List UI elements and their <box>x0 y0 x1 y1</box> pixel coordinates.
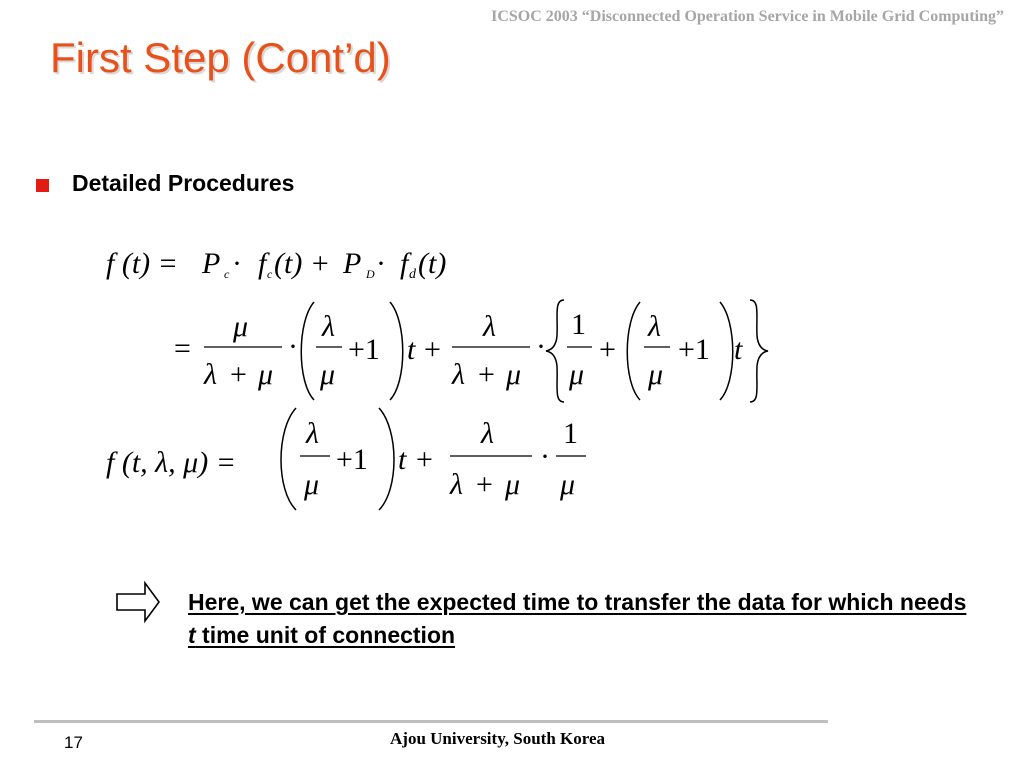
eq3-lhs: f (t, λ, μ) = <box>106 446 236 479</box>
eq2-f3-den-lambda: λ <box>452 358 465 391</box>
eq2-plus-2: + <box>599 333 616 366</box>
eq3-t: t <box>398 443 407 476</box>
eq1-lhs: f (t) = <box>106 247 178 280</box>
eq3-plus-one: +1 <box>336 443 368 476</box>
eq2-f1-num: μ <box>233 310 249 343</box>
eq2-dot-2: · <box>536 330 546 363</box>
eq1-sub-d: d <box>409 267 416 282</box>
footer-institution: Ajou University, South Korea <box>390 729 606 748</box>
equation-line-1 <box>106 247 446 282</box>
right-brace <box>750 300 768 402</box>
eq1-f-d: f <box>400 247 409 280</box>
right-arrow-icon <box>114 580 162 624</box>
eq3-dot: · <box>540 440 550 473</box>
note-variable-t: t <box>188 622 196 648</box>
eq3-f2-den-lambda: λ <box>450 468 463 501</box>
eq1-P-D: P <box>343 247 362 280</box>
left-paren <box>301 302 314 400</box>
left-paren <box>281 408 296 510</box>
equation-line-3 <box>106 408 586 510</box>
note-text-after: time unit of connection <box>195 622 456 648</box>
eq1-P-c: P <box>202 247 221 280</box>
eq1-arg-t2: (t) <box>418 247 447 280</box>
eq2-f1-den-mu: μ <box>258 358 274 391</box>
eq2-t-1: t <box>407 333 416 366</box>
eq3-plus: + <box>416 443 433 476</box>
eq2-f2-den: μ <box>320 358 336 391</box>
eq1-sub-c: c <box>224 267 230 281</box>
left-paren <box>627 302 640 400</box>
eq2-f3-num: λ <box>483 310 496 343</box>
eq1-sub-D: D <box>366 267 375 281</box>
eq2-f1-den-lambda: λ <box>204 358 217 391</box>
page-number: 17 <box>64 733 83 752</box>
conclusion-note <box>188 586 968 652</box>
right-paren <box>390 302 403 400</box>
eq1-f-c: f <box>258 247 267 280</box>
eq3-f3-den: μ <box>560 468 576 501</box>
eq2-plus-1: + <box>424 333 441 366</box>
eq2-f3-den-plus: + <box>478 358 495 391</box>
bullet-label: Detailed Procedures <box>72 170 295 196</box>
slide-title: First Step (Cont’d) <box>50 34 391 81</box>
eq2-f1-den-plus: + <box>230 358 247 391</box>
conference-header: ICSOC 2003 “Disconnected Operation Service in Mobile Grid Computing” <box>491 8 1004 25</box>
eq3-f1-num: λ <box>306 417 319 450</box>
eq2-plus-one-2: +1 <box>678 333 710 366</box>
eq3-f1-den: μ <box>304 468 320 501</box>
right-paren <box>720 302 733 400</box>
note-text-before: Here, we can get the expected time to transfer the data for which needs <box>188 589 967 615</box>
right-paren <box>379 408 394 510</box>
eq2-f4-den: μ <box>569 358 585 391</box>
eq2-f2-num: λ <box>322 310 335 343</box>
eq2-f5-num: λ <box>648 310 661 343</box>
eq1-dot-2: · <box>376 247 386 280</box>
eq2-f3-den-mu: μ <box>506 358 522 391</box>
left-brace <box>546 300 564 402</box>
eq2-dot-1: · <box>288 330 298 363</box>
eq2-t-2: t <box>734 333 743 366</box>
eq3-f2-den-plus: + <box>476 468 493 501</box>
footer-divider <box>34 720 828 723</box>
eq1-sub-c2: c <box>267 267 273 281</box>
equations <box>100 232 780 522</box>
eq2-f5-den: μ <box>648 358 664 391</box>
square-bullet-icon <box>36 179 49 192</box>
equation-line-2 <box>174 300 768 402</box>
eq2-plus-one-1: +1 <box>348 333 380 366</box>
eq3-f2-num: λ <box>481 417 494 450</box>
eq3-f3-num: 1 <box>563 417 578 450</box>
eq2-equals: = <box>174 332 191 365</box>
eq2-f4-num: 1 <box>571 308 586 341</box>
eq1-dot-1: · <box>232 247 242 280</box>
eq3-f2-den-mu: μ <box>505 468 521 501</box>
eq1-arg-t: (t) + <box>274 247 331 280</box>
